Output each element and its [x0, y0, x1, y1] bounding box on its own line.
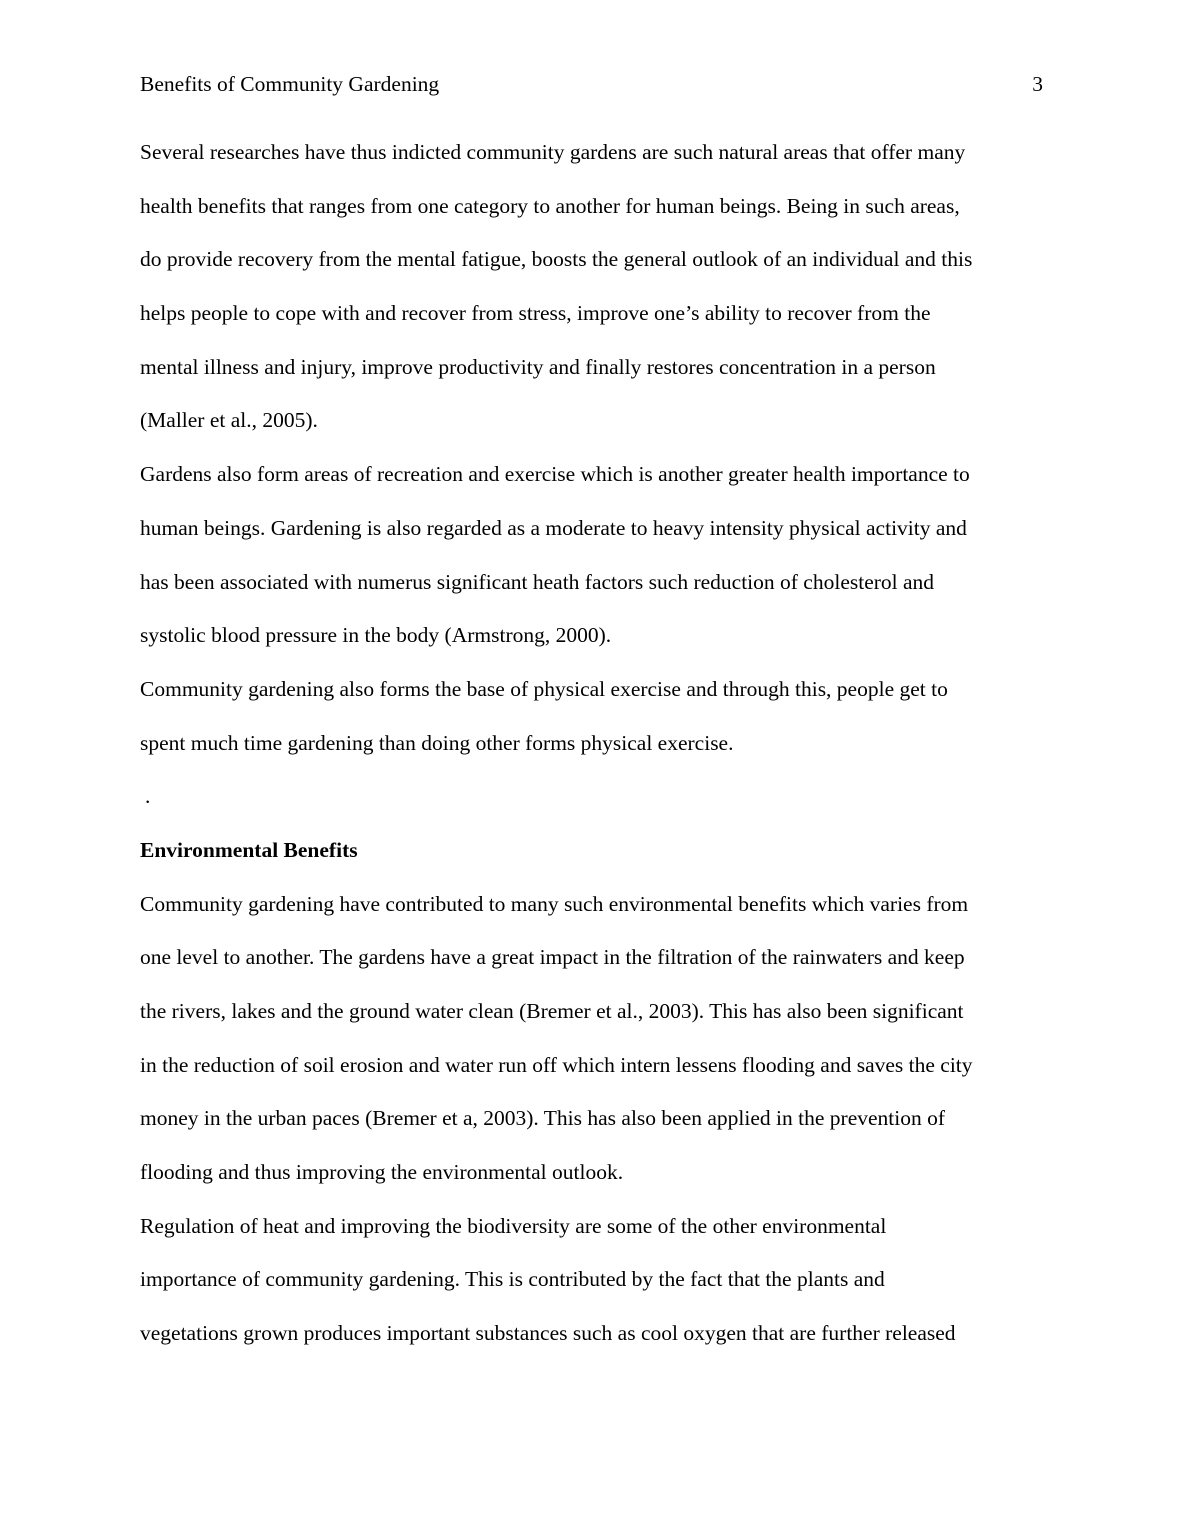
page-number: 3 [1032, 72, 1043, 96]
text-line: money in the urban paces (Bremer et a, 2003). This has also been applied in the prevention of [140, 1106, 946, 1131]
stray-dot: . [145, 784, 151, 809]
text-line: human beings. Gardening is also regarded as a moderate to heavy intensity physical activity and [140, 515, 967, 540]
paragraph-health-benefits [140, 126, 1050, 448]
text-line: has been associated with numerus significant heath factors such reduction of cholesterol and [140, 569, 935, 594]
text-line: the rivers, lakes and the ground water clean (Bremer et al., 2003). This has also been significant [140, 999, 964, 1023]
section-heading: Environmental Benefits [140, 837, 358, 862]
text-line: Community gardening also forms the base of physical exercise and through this, people get to [140, 676, 948, 701]
text-line: health benefits that ranges from one category to another for human beings. Being in such areas, [140, 193, 960, 218]
paragraph-environmental-benefits [140, 878, 1050, 1200]
text-line: do provide recovery from the mental fatigue, boosts the general outlook of an individual and this [140, 247, 973, 272]
text-line: Gardens also form areas of recreation and exercise which is another greater health importance to [140, 462, 970, 487]
text-line: vegetations grown produces important substances such as cool oxygen that are further released [140, 1321, 956, 1346]
paragraph-recreation-exercise [140, 448, 1050, 663]
text-line: Regulation of heat and improving the biodiversity are some of the other environmental [140, 1213, 887, 1238]
text-line: Several researches have thus indicted community gardens are such natural areas that offer many [140, 140, 966, 164]
text-line: Community gardening have contributed to many such environmental benefits which varies from [140, 891, 969, 916]
text-line: flooding and thus improving the environmental outlook. [140, 1160, 624, 1185]
text-line: one level to another. The gardens have a great impact in the filtration of the rainwaters and keep [140, 945, 965, 970]
paragraph-heat-biodiversity [140, 1200, 1050, 1361]
running-head [140, 70, 1043, 98]
text-line: helps people to cope with and recover from stress, improve one’s ability to recover from the [140, 301, 931, 326]
paragraph-physical-exercise [140, 663, 1050, 770]
document-body [140, 126, 1050, 1361]
text-line: in the reduction of soil erosion and water run off which intern lessens flooding and saves the city [140, 1052, 973, 1077]
text-line: (Maller et al., 2005). [140, 408, 318, 433]
text-line: mental illness and injury, improve productivity and finally restores concentration in a person [140, 354, 936, 379]
text-line: systolic blood pressure in the body (Armstrong, 2000). [140, 623, 612, 648]
text-line: spent much time gardening than doing other forms physical exercise. [140, 730, 734, 755]
running-head-title: Benefits of Community Gardening [140, 72, 440, 96]
text-line: importance of community gardening. This is contributed by the fact that the plants and [140, 1267, 885, 1292]
